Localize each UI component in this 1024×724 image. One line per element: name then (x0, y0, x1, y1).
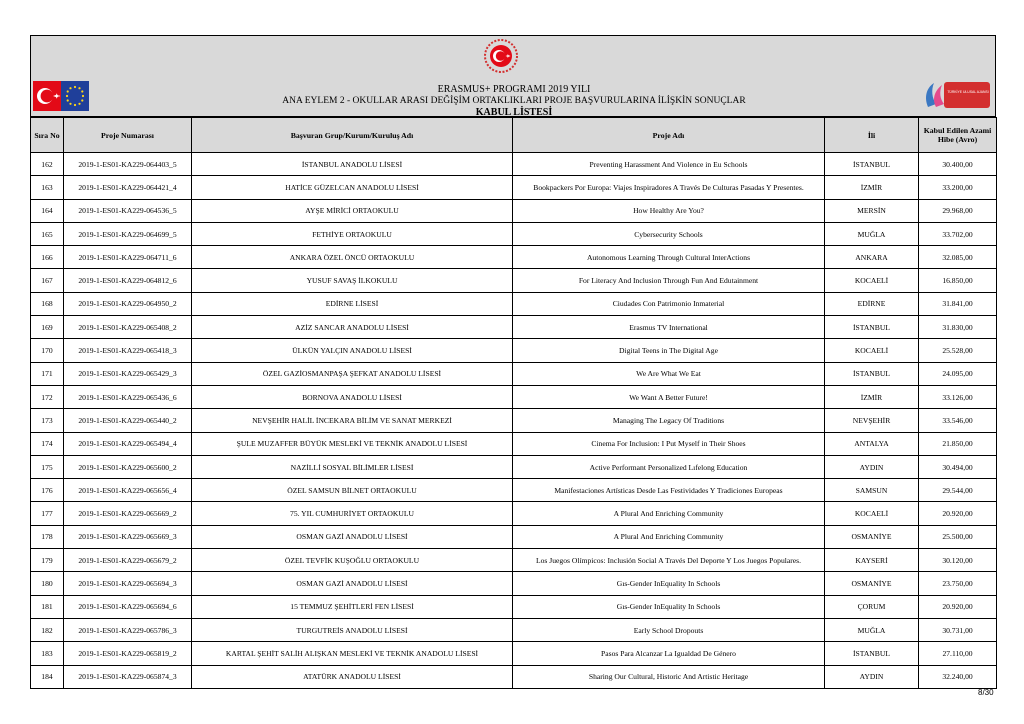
cell-applicant-name: ATATÜRK ANADOLU LİSESİ (192, 665, 513, 688)
cell-applicant-name: EDİRNE LİSESİ (192, 292, 513, 315)
col-header-row-number: Sıra No (31, 118, 64, 153)
cell-row-number: 168 (31, 292, 64, 315)
table-row (31, 409, 997, 432)
cell-province: ANKARA (825, 246, 919, 269)
cell-project-number: 2019-1-ES01-KA229-065429_3 (64, 362, 192, 385)
document-page (30, 35, 996, 680)
table-row (31, 479, 997, 502)
cell-applicant-name: İSTANBUL ANADOLU LİSESİ (192, 153, 513, 176)
header-line-list-title: KABUL LİSTESİ (475, 107, 553, 118)
cell-project-name: Gıs-Gender InEquality In Schools (513, 572, 825, 595)
cell-province: İSTANBUL (825, 362, 919, 385)
page-number: 8/30 (978, 688, 994, 697)
cell-project-name: Early School Dropouts (513, 618, 825, 641)
cell-applicant-name: OSMAN GAZİ ANADOLU LİSESİ (192, 525, 513, 548)
cell-project-name: A Plural And Enriching Community (513, 525, 825, 548)
cell-row-number: 171 (31, 362, 64, 385)
cell-project-number: 2019-1-ES01-KA229-065786_3 (64, 618, 192, 641)
cell-project-number: 2019-1-ES01-KA229-065418_3 (64, 339, 192, 362)
cell-project-name: Bookpackers Por Europa: Viajes Inspiradores A Través De Culturas Pasadas Y Presentes. (513, 176, 825, 199)
cell-row-number: 181 (31, 595, 64, 618)
cell-province: MUĞLA (825, 618, 919, 641)
table-row (31, 595, 997, 618)
cell-row-number: 172 (31, 385, 64, 408)
cell-province: İSTANBUL (825, 642, 919, 665)
cell-province: EDİRNE (825, 292, 919, 315)
table-row (31, 525, 997, 548)
cell-project-name: Digital Teens in The Digital Age (513, 339, 825, 362)
table-row (31, 362, 997, 385)
cell-project-name: For Literacy And Inclusion Through Fun And Edutainment (513, 269, 825, 292)
col-header-applicant-name: Başvuran Grup/Kurum/Kuruluş Adı (192, 118, 513, 153)
cell-applicant-name: ANKARA ÖZEL ÖNCÜ ORTAOKULU (192, 246, 513, 269)
cell-project-number: 2019-1-ES01-KA229-065669_3 (64, 525, 192, 548)
table-row (31, 502, 997, 525)
cell-province: ANTALYA (825, 432, 919, 455)
cell-project-name: Ciudades Con Patrimonio Inmaterial (513, 292, 825, 315)
cell-row-number: 166 (31, 246, 64, 269)
table-row (31, 572, 997, 595)
cell-applicant-name: YUSUF SAVAŞ İLKOKULU (192, 269, 513, 292)
table-row (31, 153, 997, 176)
cell-grant-amount: 30.731,00 (919, 618, 997, 641)
cell-project-number: 2019-1-ES01-KA229-065874_3 (64, 665, 192, 688)
cell-grant-amount: 16.850,00 (919, 269, 997, 292)
cell-project-name: Los Juegos Olímpicos: Inclusión Social A Través Del Deporte Y Los Juegos Populares. (513, 549, 825, 572)
cell-project-number: 2019-1-ES01-KA229-065819_2 (64, 642, 192, 665)
cell-province: MUĞLA (825, 222, 919, 245)
cell-grant-amount: 31.830,00 (919, 316, 997, 339)
table-row (31, 432, 997, 455)
table-row (31, 316, 997, 339)
table-row (31, 246, 997, 269)
cell-province: KOCAELİ (825, 502, 919, 525)
cell-row-number: 179 (31, 549, 64, 572)
cell-grant-amount: 24.095,00 (919, 362, 997, 385)
cell-province: MERSİN (825, 199, 919, 222)
cell-row-number: 163 (31, 176, 64, 199)
cell-applicant-name: ÖZEL SAMSUN BİLNET ORTAOKULU (192, 479, 513, 502)
document-header (30, 35, 996, 117)
cell-grant-amount: 31.841,00 (919, 292, 997, 315)
cell-applicant-name: NEVŞEHİR HALİL İNCEKARA BİLİM VE SANAT MERKEZİ (192, 409, 513, 432)
results-table (30, 117, 997, 689)
cell-applicant-name: KARTAL ŞEHİT SALİH ALIŞKAN MESLEKİ VE TEKNİK ANADOLU LİSESİ (192, 642, 513, 665)
cell-province: İZMİR (825, 176, 919, 199)
cell-applicant-name: OSMAN GAZİ ANADOLU LİSESİ (192, 572, 513, 595)
cell-project-number: 2019-1-ES01-KA229-065694_3 (64, 572, 192, 595)
cell-grant-amount: 30.120,00 (919, 549, 997, 572)
cell-row-number: 182 (31, 618, 64, 641)
cell-grant-amount: 33.126,00 (919, 385, 997, 408)
cell-applicant-name: 15 TEMMUZ ŞEHİTLERİ FEN LİSESİ (192, 595, 513, 618)
cell-row-number: 178 (31, 525, 64, 548)
cell-province: İZMİR (825, 385, 919, 408)
cell-grant-amount: 25.528,00 (919, 339, 997, 362)
cell-project-name: We Want A Better Future! (513, 385, 825, 408)
cell-project-name: Cybersecurity Schools (513, 222, 825, 245)
cell-grant-amount: 30.494,00 (919, 455, 997, 478)
table-row (31, 642, 997, 665)
cell-project-number: 2019-1-ES01-KA229-064403_5 (64, 153, 192, 176)
table-row (31, 618, 997, 641)
cell-row-number: 175 (31, 455, 64, 478)
cell-row-number: 164 (31, 199, 64, 222)
cell-project-number: 2019-1-ES01-KA229-064812_6 (64, 269, 192, 292)
cell-province: AYDIN (825, 665, 919, 688)
cell-project-number: 2019-1-ES01-KA229-065408_2 (64, 316, 192, 339)
cell-project-number: 2019-1-ES01-KA229-065600_2 (64, 455, 192, 478)
table-row (31, 549, 997, 572)
cell-grant-amount: 33.546,00 (919, 409, 997, 432)
col-header-project-name: Proje Adı (513, 118, 825, 153)
cell-project-number: 2019-1-ES01-KA229-064421_4 (64, 176, 192, 199)
cell-row-number: 180 (31, 572, 64, 595)
cell-grant-amount: 20.920,00 (919, 502, 997, 525)
cell-province: İSTANBUL (825, 153, 919, 176)
cell-grant-amount: 30.400,00 (919, 153, 997, 176)
col-header-province: İli (825, 118, 919, 153)
cell-project-name: Pasos Para Alcanzar La Igualdad De Género (513, 642, 825, 665)
cell-project-number: 2019-1-ES01-KA229-064699_5 (64, 222, 192, 245)
cell-applicant-name: 75. YIL CUMHURİYET ORTAOKULU (192, 502, 513, 525)
cell-grant-amount: 21.850,00 (919, 432, 997, 455)
cell-province: ÇORUM (825, 595, 919, 618)
cell-row-number: 173 (31, 409, 64, 432)
table-body (31, 153, 997, 689)
cell-project-number: 2019-1-ES01-KA229-064536_5 (64, 199, 192, 222)
cell-applicant-name: AYŞE MİRİCİ ORTAOKULU (192, 199, 513, 222)
cell-row-number: 174 (31, 432, 64, 455)
col-header-project-number: Proje Numarası (64, 118, 192, 153)
cell-applicant-name: HATİCE GÜZELCAN ANADOLU LİSESİ (192, 176, 513, 199)
cell-project-name: Manifestaciones Artísticas Desde Las Festividades Y Tradiciones Europeas (513, 479, 825, 502)
cell-province: KOCAELİ (825, 269, 919, 292)
cell-project-name: We Are What We Eat (513, 362, 825, 385)
cell-grant-amount: 33.702,00 (919, 222, 997, 245)
agency-logo-text: TÜRKİYE ULUSAL AJANSI (947, 90, 989, 94)
cell-project-number: 2019-1-ES01-KA229-065679_2 (64, 549, 192, 572)
cell-project-number: 2019-1-ES01-KA229-065669_2 (64, 502, 192, 525)
cell-row-number: 170 (31, 339, 64, 362)
table-row (31, 339, 997, 362)
cell-project-name: Active Performant Personalized Lıfelong Education (513, 455, 825, 478)
cell-project-name: A Plural And Enriching Community (513, 502, 825, 525)
cell-grant-amount: 29.968,00 (919, 199, 997, 222)
cell-grant-amount: 20.920,00 (919, 595, 997, 618)
cell-project-number: 2019-1-ES01-KA229-065436_6 (64, 385, 192, 408)
cell-project-number: 2019-1-ES01-KA229-065694_6 (64, 595, 192, 618)
cell-project-number: 2019-1-ES01-KA229-064950_2 (64, 292, 192, 315)
cell-province: OSMANİYE (825, 572, 919, 595)
cell-row-number: 162 (31, 153, 64, 176)
cell-province: NEVŞEHİR (825, 409, 919, 432)
col-header-grant-amount: Kabul Edilen Azami Hibe (Avro) (919, 118, 997, 153)
cell-applicant-name: ŞULE MUZAFFER BÜYÜK MESLEKİ VE TEKNİK ANADOLU LİSESİ (192, 432, 513, 455)
cell-row-number: 176 (31, 479, 64, 502)
cell-project-name: Gıs-Gender InEquality In Schools (513, 595, 825, 618)
table-header-row (31, 118, 997, 153)
cell-applicant-name: TURGUTREİS ANADOLU LİSESİ (192, 618, 513, 641)
cell-applicant-name: ÖZEL TEVFİK KUŞOĞLU ORTAOKULU (192, 549, 513, 572)
cell-project-number: 2019-1-ES01-KA229-065656_4 (64, 479, 192, 502)
ministry-emblem-icon (483, 38, 519, 74)
cell-province: SAMSUN (825, 479, 919, 502)
cell-grant-amount: 32.085,00 (919, 246, 997, 269)
cell-row-number: 169 (31, 316, 64, 339)
cell-project-name: Preventing Harassment And Violence in Eu Schools (513, 153, 825, 176)
cell-project-name: Managing The Legacy Of Traditions (513, 409, 825, 432)
table-row (31, 385, 997, 408)
cell-province: İSTANBUL (825, 316, 919, 339)
cell-grant-amount: 33.200,00 (919, 176, 997, 199)
cell-applicant-name: NAZİLLİ SOSYAL BİLİMLER LİSESİ (192, 455, 513, 478)
cell-grant-amount: 25.500,00 (919, 525, 997, 548)
table-row (31, 176, 997, 199)
cell-project-name: Erasmus TV International (513, 316, 825, 339)
cell-grant-amount: 29.544,00 (919, 479, 997, 502)
cell-grant-amount: 32.240,00 (919, 665, 997, 688)
cell-project-number: 2019-1-ES01-KA229-065494_4 (64, 432, 192, 455)
table-row (31, 269, 997, 292)
cell-applicant-name: AZİZ SANCAR ANADOLU LİSESİ (192, 316, 513, 339)
cell-project-name: How Healthy Are You? (513, 199, 825, 222)
cell-province: KAYSERİ (825, 549, 919, 572)
cell-province: AYDIN (825, 455, 919, 478)
table-row (31, 199, 997, 222)
cell-province: OSMANİYE (825, 525, 919, 548)
cell-row-number: 165 (31, 222, 64, 245)
cell-applicant-name: ÜLKÜN YALÇIN ANADOLU LİSESİ (192, 339, 513, 362)
cell-project-name: Cinema For Inclusion: I Put Myself in Their Shoes (513, 432, 825, 455)
cell-row-number: 167 (31, 269, 64, 292)
table-row (31, 455, 997, 478)
cell-province: KOCAELİ (825, 339, 919, 362)
cell-project-name: Sharing Our Cultural, Historic And Artistic Heritage (513, 665, 825, 688)
cell-project-number: 2019-1-ES01-KA229-064711_6 (64, 246, 192, 269)
cell-row-number: 184 (31, 665, 64, 688)
cell-project-name: Autonomous Learning Through Cultural InterActions (513, 246, 825, 269)
cell-applicant-name: BORNOVA ANADOLU LİSESİ (192, 385, 513, 408)
cell-grant-amount: 23.750,00 (919, 572, 997, 595)
cell-row-number: 177 (31, 502, 64, 525)
cell-row-number: 183 (31, 642, 64, 665)
cell-project-number: 2019-1-ES01-KA229-065440_2 (64, 409, 192, 432)
table-row (31, 292, 997, 315)
table-row (31, 222, 997, 245)
cell-applicant-name: ÖZEL GAZİOSMANPAŞA ŞEFKAT ANADOLU LİSESİ (192, 362, 513, 385)
table-row (31, 665, 997, 688)
header-line-program: ERASMUS+ PROGRAMI 2019 YILI (437, 84, 591, 95)
cell-grant-amount: 27.110,00 (919, 642, 997, 665)
header-line-action: ANA EYLEM 2 - OKULLAR ARASI DEĞİŞİM ORTAKLIKLARI PROJE BAŞVURULARINA İLİŞKİN SONUÇLAR (282, 96, 746, 106)
cell-applicant-name: FETHİYE ORTAOKULU (192, 222, 513, 245)
